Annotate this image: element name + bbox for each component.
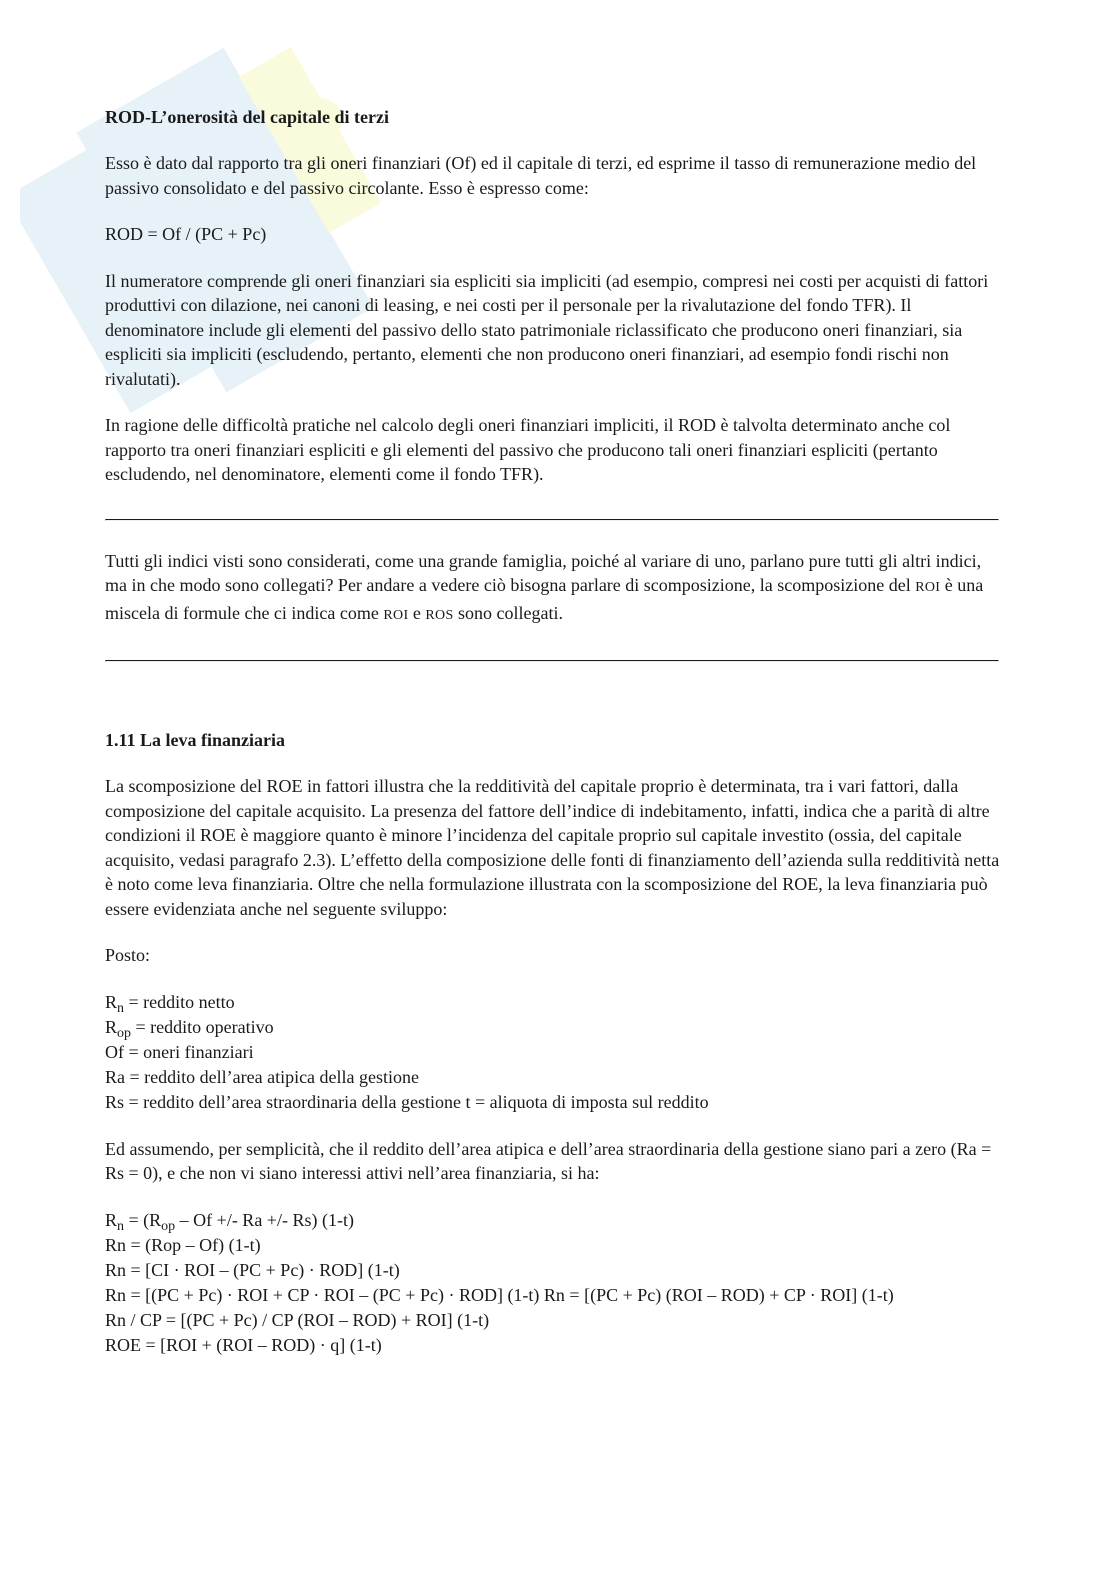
definition-rop: $R_{op}$ = reddito operativo	[105, 1016, 274, 1041]
leva-paragraph-1: La scomposizione del ROE in fattori illustra che la redditività del capitale proprio è determinata, tra i vari fattori, dalla composizione del capitale acquisito. La presenza del fattore dell’indice di indebitamento, infatti, indica che a parità di altre condizioni il ROE è maggiore quanto è minore l’incidenza del capitale proprio sul capitale investito (ossia, del capitale acquisito, vedasi paragrafo 2.3). L’effetto della composizione delle fonti di finanziamento dell’azienda sulla redditività netta è noto come leva finanziaria. Oltre che nella formulazione illustrata con la scomposizione del ROE, la leva finanziaria può essere evidenziata anche nel seguente sviluppo:	[105, 776, 1000, 919]
rod-formula: ROD = Of / (PC + Pc)	[105, 224, 267, 244]
formula-1: $R_n = (R_{op} - Of$ +/- Ra +/- Rs) (1-t)	[105, 1209, 354, 1234]
formula-5: Rn / CP = [(PC + Pc) / CP (ROI – ROD) + ROI] (1-t)	[105, 1309, 490, 1330]
formula-block	[105, 1208, 1005, 1358]
section-heading-leva: 1.11 La leva finanziaria	[105, 730, 285, 750]
definition-of: Of = oneri finanziari	[105, 1041, 254, 1062]
formula-2: Rn = (Rop – Of) (1-t)	[105, 1234, 261, 1255]
formula-6: ROE = [ROI + (ROI – ROD) · q] (1-t)	[105, 1334, 382, 1355]
posto-label: Posto:	[105, 945, 151, 965]
note-paragraph: Tutti gli indici visti sono considerati, come una grande famiglia, poiché al variare di uno, parlano pure tutti gli altri indici, ma in che modo sono collegati? Per andare a vedere ciò bisogna parlare di scomposizione, la scomposizione del ROI è una miscela di formule che ci indica come ROI e ROS sono collegati.	[105, 550, 984, 623]
definition-rn: $R_n$ = reddito netto	[105, 991, 235, 1016]
formula-4: Rn = [(PC + Pc) · ROI + CP · ROI – (PC + Pc) · ROD] (1-t) Rn = [(PC + Pc) (ROI – ROD) + CP · ROI] (1-t)	[105, 1284, 894, 1305]
leva-paragraph-2: Ed assumendo, per semplicità, che il reddito dell’area atipica e dell’area straordinaria della gestione siano pari a zero (Ra = Rs = 0), e che non vi siano interessi attivi nell’area finanziaria, si ha:	[105, 1138, 992, 1183]
abbr-ros: ROS	[425, 607, 454, 623]
definition-ra: Ra = reddito dell’area atipica della gestione	[105, 1066, 420, 1087]
abbr-roi: ROI	[915, 580, 941, 595]
section-heading-rod: ROD-L’onerosità del capitale di terzi	[105, 107, 389, 127]
definitions-list	[105, 990, 1005, 1115]
formula-3: Rn = [CI · ROI – (PC + Pc) · ROD] (1-t)	[105, 1259, 400, 1280]
document-page	[105, 105, 1005, 1358]
rod-paragraph-3: In ragione delle difficoltà pratiche nel calcolo degli oneri finanziari impliciti, il ROD è talvolta determinato anche col rapporto tra oneri finanziari espliciti e gli elementi del passivo che producono tali oneri finanziari espliciti (pertanto escludendo, nel denominatore, elementi come il fondo TFR).	[105, 415, 951, 484]
rod-paragraph-1: Esso è dato dal rapporto tra gli oneri finanziari (Of) ed il capitale di terzi, ed esprime il tasso di remunerazione medio del passivo consolidato e del passivo circolante. Esso è espresso come:	[105, 153, 977, 198]
abbr-roi: ROI	[383, 607, 409, 623]
definition-rs: Rs = reddito dell’area straordinaria della gestione t = aliquota di imposta sul reddito	[105, 1091, 709, 1112]
rod-paragraph-2: Il numeratore comprende gli oneri finanziari sia espliciti sia impliciti (ad esempio, compresi nei costi per acquisti di fattori produttivi con dilazione, nei canoni di leasing, e nei costi per il personale per la rivalutazione del fondo TFR). Il denominatore include gli elementi del passivo dello stato patrimoniale riclassificato che producono oneri finanziari, sia espliciti sia impliciti (escludendo, pertanto, elementi che non producono oneri finanziari, ad esempio fondi rischi non rivalutati).	[105, 270, 989, 389]
